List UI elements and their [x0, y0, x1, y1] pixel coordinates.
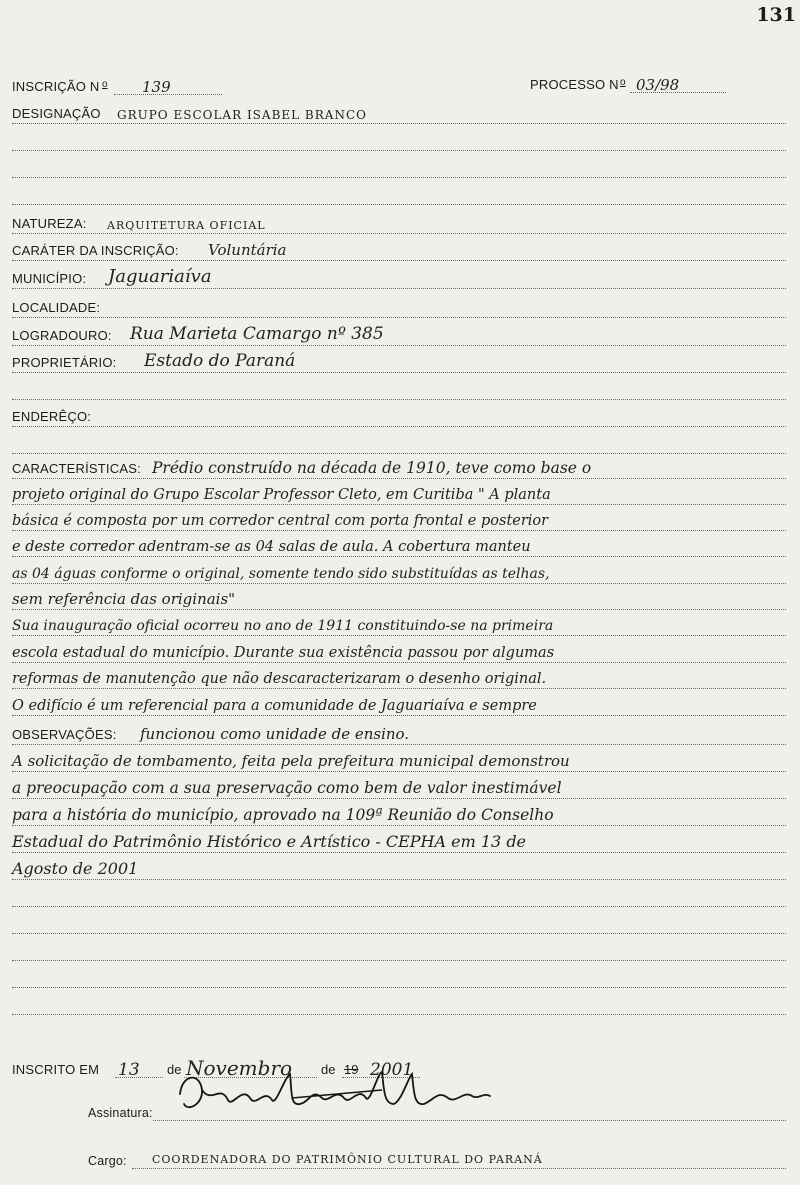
carater-value: Voluntária — [208, 241, 287, 259]
carater-label: CARÁTER DA INSCRIÇÃO: — [12, 243, 179, 258]
caracteristicas-row — [12, 504, 786, 531]
proprietario-label: PROPRIETÁRIO: — [12, 355, 117, 370]
processo-field — [530, 72, 786, 96]
designacao-row — [12, 95, 786, 124]
carater-row — [12, 232, 786, 261]
blank-line — [12, 149, 786, 178]
inscricao-label: INSCRIÇÃO N — [12, 79, 100, 94]
blank-line — [12, 988, 786, 1015]
caracteristicas-line: O edifício é um referencial para a comunidade de Jaguariaíva e sempre — [12, 698, 537, 714]
municipio-value: Jaguariaíva — [108, 266, 212, 287]
observacoes-row — [12, 799, 786, 826]
blank-line — [12, 425, 786, 454]
natureza-label: NATUREZA: — [12, 216, 87, 231]
signature-image — [172, 1064, 502, 1124]
processo-value: 03/98 — [636, 76, 680, 94]
municipio-row — [12, 260, 786, 289]
caracteristicas-line: sem referência das originais" — [12, 590, 236, 608]
inscricao-value: 139 — [142, 78, 171, 96]
observacoes-line: Estadual do Patrimônio Histórico e Artístico - CEPHA em 13 de — [12, 832, 527, 851]
natureza-row — [12, 205, 786, 234]
observacoes-row — [12, 826, 786, 853]
observacoes-line: A solicitação de tombamento, feita pela prefeitura municipal demonstrou — [12, 752, 570, 770]
inscrito-em-label: INSCRITO EM — [12, 1062, 100, 1077]
observacoes-line: Agosto de 2001 — [12, 859, 139, 878]
blank-line — [12, 907, 786, 934]
designacao-label: DESIGNAÇÃO — [12, 106, 101, 121]
caracteristicas-row — [12, 662, 786, 689]
observacoes-line: a preocupação com a sua preservação como bem de valor inestimável — [12, 779, 562, 797]
observacoes-row — [12, 718, 786, 745]
caracteristicas-line: projeto original do Grupo Escolar Professor Cleto, em Curitiba " A planta — [12, 487, 551, 503]
caracteristicas-line: escola estadual do município. Durante sua existência passou por algumas — [12, 645, 555, 661]
proprietario-value: Estado do Paraná — [144, 351, 296, 371]
designacao-value: GRUPO ESCOLAR ISABEL BRANCO — [117, 108, 367, 122]
proprietario-row — [12, 344, 786, 373]
caracteristicas-line: reformas de manutenção que não descaracterizaram o desenho original. — [12, 671, 547, 687]
caracteristicas-line: Prédio construído na década de 1910, teve como base o — [152, 459, 592, 477]
observacoes-line: funcionou como unidade de ensino. — [140, 725, 410, 743]
caracteristicas-row — [12, 478, 786, 505]
observacoes-row — [12, 772, 786, 799]
observacoes-row — [12, 853, 786, 880]
caracteristicas-line: as 04 águas conforme o original, somente tendo sido substituídas as telhas, — [12, 566, 550, 582]
observacoes-line: para a história do município, aprovado na 109ª Reunião do Conselho — [12, 806, 554, 824]
blank-line — [12, 122, 786, 151]
endereco-label: ENDERÊÇO: — [12, 409, 92, 424]
observacoes-row — [12, 745, 786, 772]
logradouro-row — [12, 317, 786, 346]
processo-no-mark: o — [620, 77, 626, 88]
inscrito-month: Novembro — [186, 1056, 293, 1080]
caracteristicas-line: básica é composta por um corredor central com porta frontal e posterior — [12, 513, 549, 529]
blank-line — [12, 880, 786, 907]
inscricao-no-mark: o — [102, 79, 108, 90]
logradouro-value: Rua Marieta Camargo nº 385 — [130, 324, 384, 344]
blank-line — [12, 176, 786, 205]
caracteristicas-row — [12, 636, 786, 663]
caracteristicas-row — [12, 583, 786, 610]
blank-line — [12, 371, 786, 400]
caracteristicas-row — [12, 530, 786, 557]
cargo-line — [132, 1142, 786, 1169]
inscrito-year: 2001 — [370, 1060, 414, 1080]
year-prefix-struck: 19 — [344, 1062, 359, 1077]
cargo-label: Cargo: — [88, 1154, 127, 1168]
caracteristicas-row — [12, 609, 786, 636]
logradouro-label: LOGRADOURO: — [12, 328, 112, 343]
inscrito-day: 13 — [118, 1060, 140, 1080]
caracteristicas-label: CARACTERÍSTICAS: — [12, 461, 141, 476]
natureza-value: ARQUITETURA OFICIAL — [107, 219, 266, 232]
de-1: de — [167, 1062, 182, 1077]
de-2: de — [321, 1062, 336, 1077]
cargo-value: COORDENADORA DO PATRIMÔNIO CULTURAL DO PARANÁ — [152, 1153, 543, 1166]
blank-line — [12, 934, 786, 961]
caracteristicas-line: Sua inauguração oficial ocorreu no ano de 1911 constituindo-se na primeira — [12, 618, 554, 634]
processo-label: PROCESSO N — [530, 77, 619, 92]
observacoes-label: OBSERVAÇÕES: — [12, 727, 117, 742]
caracteristicas-row — [12, 452, 786, 479]
caracteristicas-row — [12, 557, 786, 584]
assinatura-label: Assinatura: — [88, 1106, 153, 1120]
blank-line — [12, 961, 786, 988]
page-number: 131 — [756, 4, 796, 26]
endereco-row — [12, 398, 786, 427]
caracteristicas-line: e deste corredor adentram-se as 04 salas de aula. A cobertura manteu — [12, 539, 531, 555]
localidade-row — [12, 289, 786, 318]
localidade-label: LOCALIDADE: — [12, 300, 101, 315]
municipio-label: MUNICÍPIO: — [12, 271, 87, 286]
caracteristicas-row — [12, 689, 786, 716]
